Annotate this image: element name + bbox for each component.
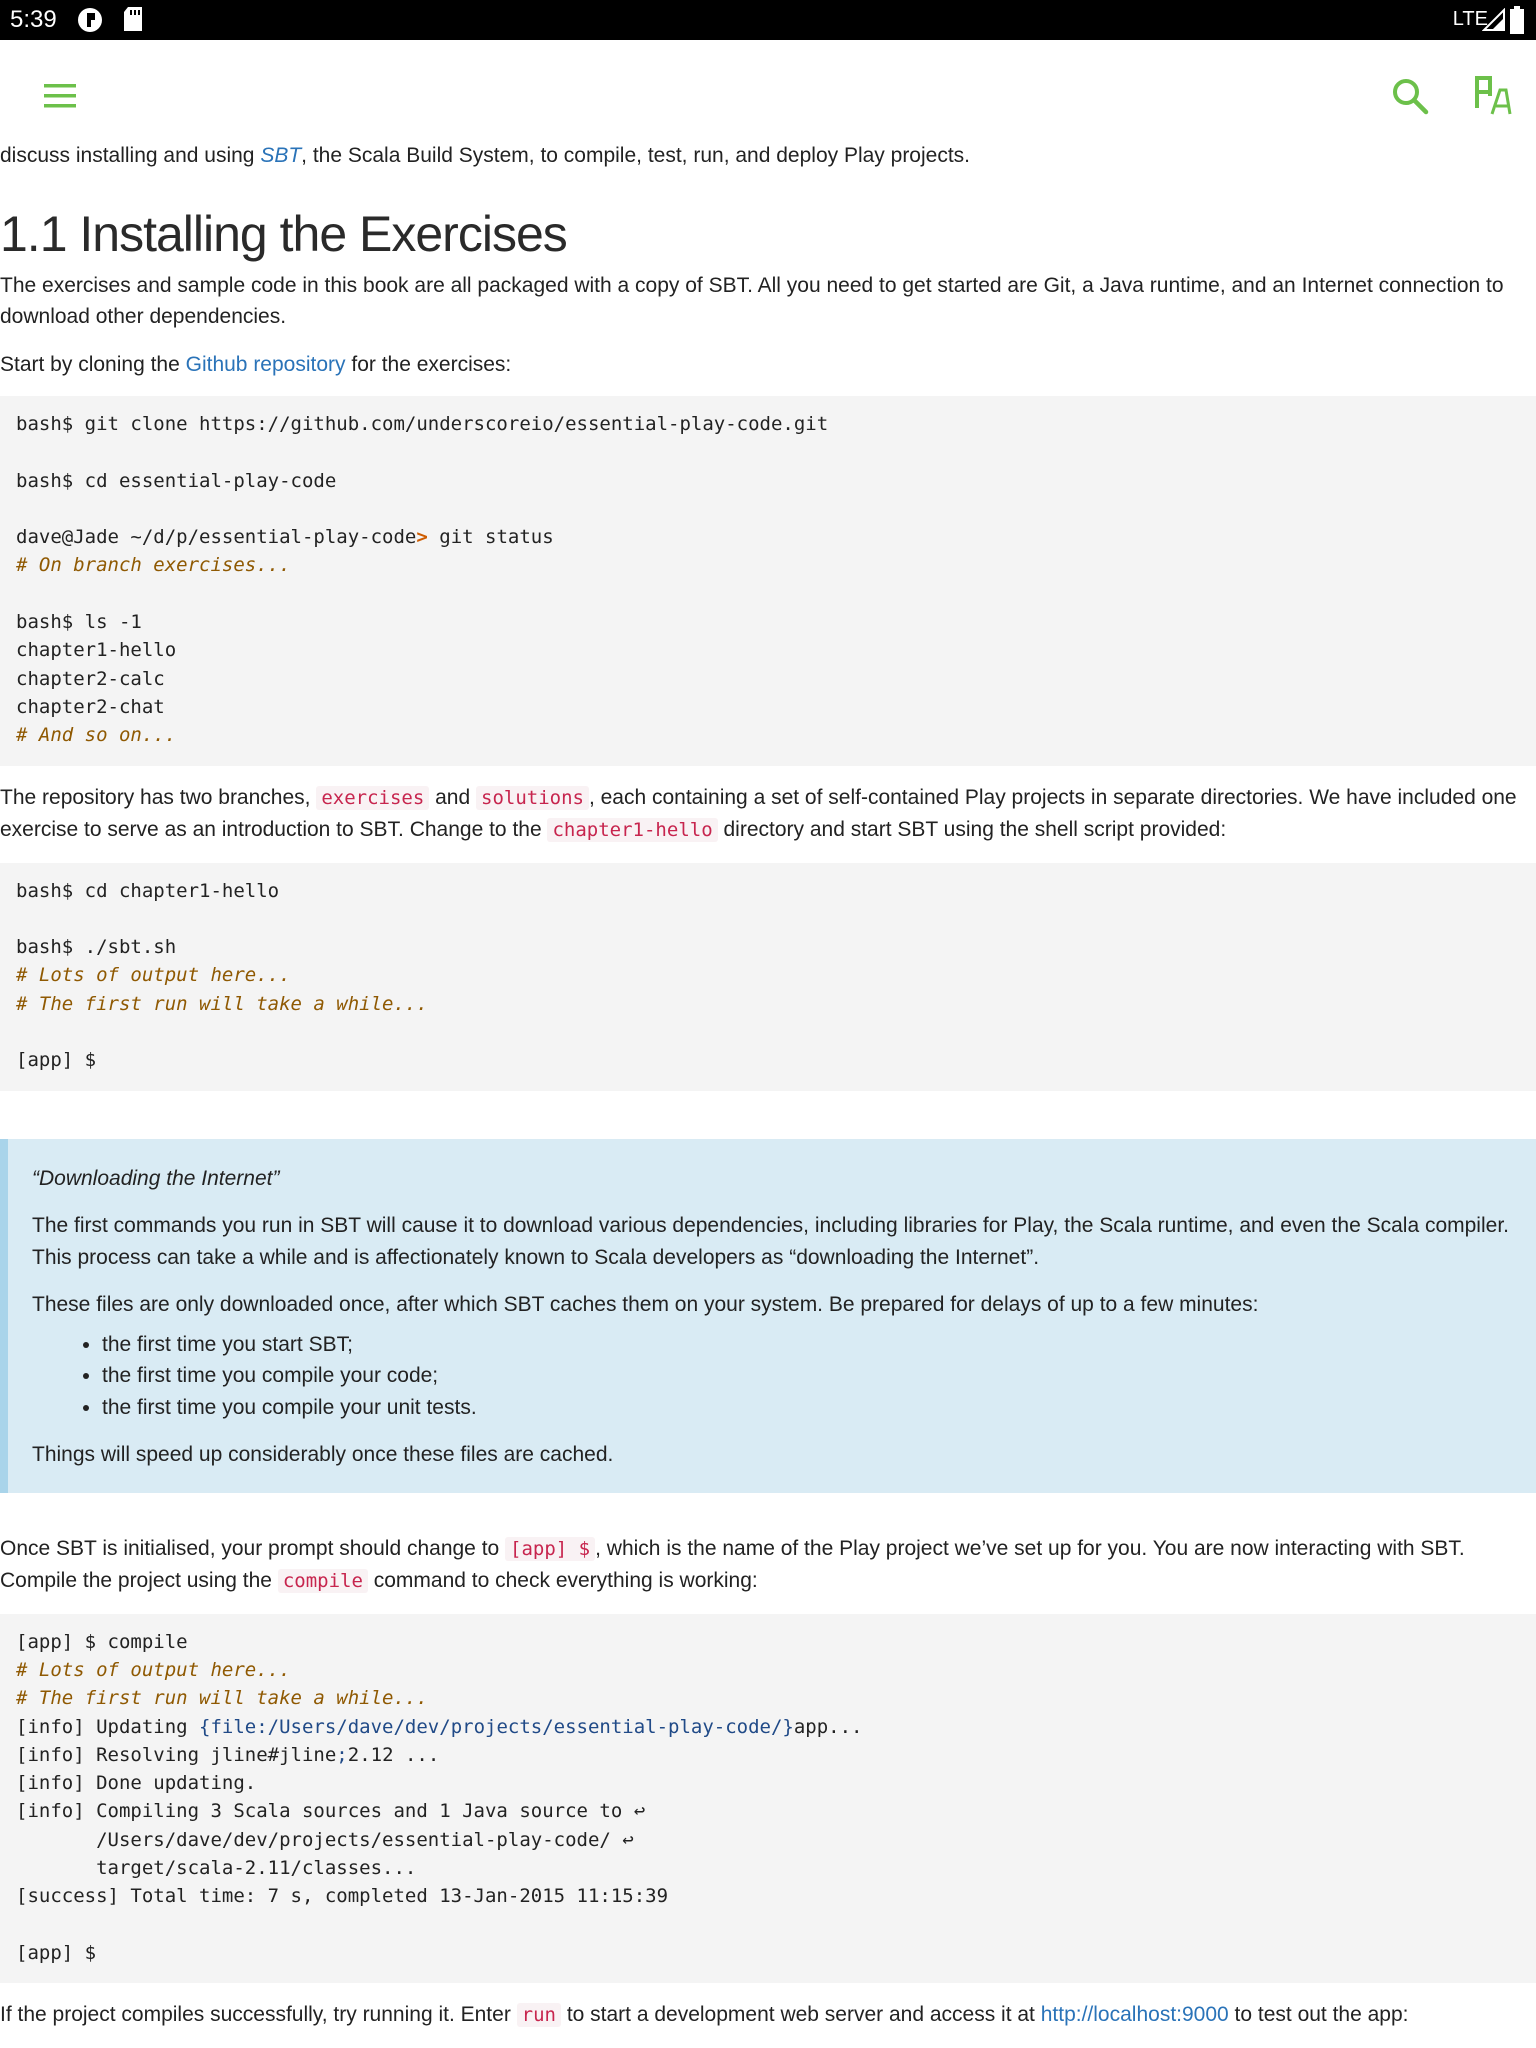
github-repository-link[interactable]: Github repository [185, 352, 346, 376]
network-label: LTE [1452, 8, 1488, 30]
paragraph-run: If the project compiles successfully, try running it. Enter run to start a development web server and access it at http://localhost:9000 to test out the app: [0, 2003, 1409, 2027]
inline-code-app-prompt: [app] $ [505, 1537, 595, 1561]
search-button[interactable] [1388, 74, 1432, 118]
sbt-link[interactable]: SBT [260, 144, 302, 167]
paragraph-prompt: Once SBT is initialised, your prompt should change to [app] $ , which is the name of the Play project we’ve set up for you. You are now interacting with SBT. Compile the project using the compile command to check everything is working: [0, 1536, 1465, 1593]
inline-code-exercises: exercises [316, 786, 429, 810]
search-icon [1388, 74, 1432, 118]
paragraph-branches: The repository has two branches, exercises and solutions , each containing a set of self-contained Play projects in separate directories. We have included one exercise to serve as an introduction to SBT. Change to the chapter1-hello directory and start SBT using the shell script provided: [0, 785, 1517, 842]
app-bar [0, 40, 1536, 148]
menu-button[interactable] [38, 74, 82, 118]
inline-code-chapter1-hello: chapter1-hello [547, 818, 717, 842]
font-size-icon [1470, 70, 1520, 120]
code-block-compile: [app] $ compile # Lots of output here... # The first run will take a while... [info] Updating {file:/Users/dave/dev/projects/essential-play-code/}app... [info] Resolving jline#jline;2.12 ... [info] Done updating. [info] Compiling 3 Scala sources and 1 Java source to ↩ /Users/dave/dev/projects/essential-play-code/ ↩ target/scala-2.11/classes... [success] Total time: 7 s, completed 13-Jan-2015 11:15:39 [app] $ [0, 1614, 1536, 1984]
section-heading: 1.1 Installing the Exercises [0, 205, 567, 262]
status-bar [0, 0, 1536, 40]
signal-icon [1482, 8, 1506, 32]
callout-paragraph-2: These files are only downloaded once, after which SBT caches them on your system. Be prepared for delays of up to a few minutes: [32, 1293, 1259, 1317]
menu-icon [38, 74, 82, 118]
inline-code-solutions: solutions [476, 786, 589, 810]
paragraph-requirements: The exercises and sample code in this book are all packaged with a copy of SBT. All you need to get started are Git, a Java runtime, and an Internet connection to download other dependencies. [0, 273, 1504, 328]
inline-code-run: run [517, 2003, 561, 2027]
intro-paragraph: discuss installing and using SBT, the Scala Build System, to compile, test, run, and deploy Play projects. [0, 144, 971, 167]
code-block-start-sbt: bash$ cd chapter1-hello bash$ ./sbt.sh # Lots of output here... # The first run will take a while... [app] $ [0, 863, 1536, 1091]
paragraph-clone: Start by cloning the Github repository for the exercises: [0, 352, 512, 376]
callout-paragraph-1: The first commands you run in SBT will cause it to download various dependencies, including libraries for Play, the Scala runtime, and even the Scala compiler. This process can take a while and is affectionately known to Scala developers as “downloading the Internet”. [32, 1214, 1509, 1269]
code-block-clone: bash$ git clone https://github.com/underscoreio/essential-play-code.git bash$ cd essential-play-code dave@Jade ~/d/p/essential-play-code> git status # On branch exercises... bash$ ls -1 chapter1-hello chapter2-calc chapter2-chat # And so on... [0, 396, 1536, 766]
callout-title: “Downloading the Internet” [32, 1166, 280, 1190]
callout-list [32, 1329, 1512, 1424]
font-size-button[interactable] [1470, 70, 1520, 120]
battery-icon [1510, 6, 1524, 34]
sync-icon [76, 6, 104, 34]
list-item: • the first time you start SBT; [102, 1329, 1512, 1361]
list-item: • the first time you compile your code; [102, 1360, 1512, 1392]
localhost-link[interactable]: http://localhost:9000 [1040, 2003, 1229, 2027]
list-item: • the first time you compile your unit tests. [102, 1392, 1512, 1424]
callout-paragraph-3: Things will speed up considerably once these files are cached. [32, 1443, 614, 1467]
status-time: 5:39 [10, 6, 57, 33]
callout-downloading-internet [0, 1139, 1536, 1493]
article-content [0, 140, 1536, 2048]
sd-card-icon [122, 6, 144, 32]
inline-code-compile: compile [278, 1569, 368, 1593]
